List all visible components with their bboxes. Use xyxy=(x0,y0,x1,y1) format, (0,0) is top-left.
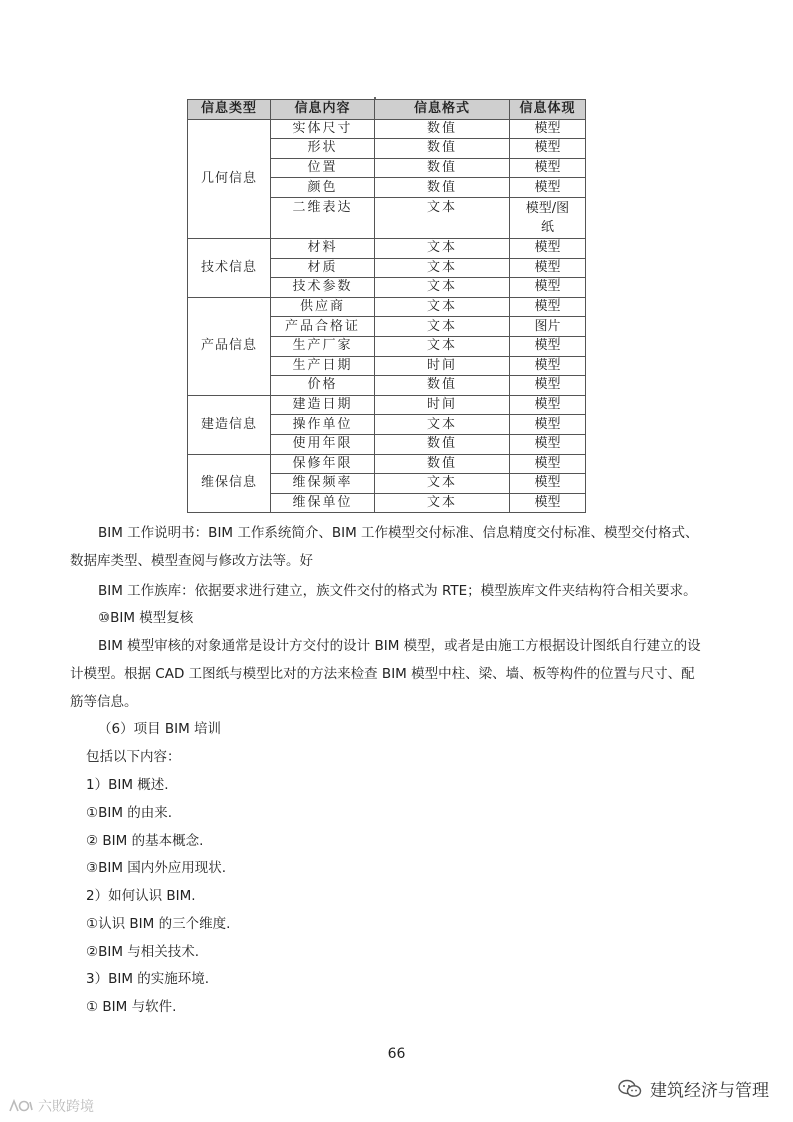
content-cell: 材质 xyxy=(271,258,375,278)
content-cell: 建造日期 xyxy=(271,395,375,415)
watermark-logo-icon xyxy=(8,1099,34,1113)
content-cell: 保修年限 xyxy=(271,454,375,474)
presentation-cell: 模型 xyxy=(510,336,586,356)
table-row xyxy=(188,297,586,317)
heading-bim-training: （6）项目 BIM 培训 xyxy=(98,721,222,737)
content-cell: 产品合格证 xyxy=(271,317,375,337)
wechat-icon xyxy=(618,1079,642,1099)
header-info-presentation: 信息体现 xyxy=(510,100,586,120)
content-cell: 使用年限 xyxy=(271,434,375,454)
group-cell: 产品信息 xyxy=(188,297,271,395)
content-cell: 材料 xyxy=(271,238,375,258)
presentation-cell: 模型 xyxy=(510,258,586,278)
format-cell: 文本 xyxy=(375,336,510,356)
format-cell: 时间 xyxy=(375,395,510,415)
table-row xyxy=(188,395,586,415)
paragraph-review-line3: 筋等信息。 xyxy=(70,694,138,710)
presentation-cell: 模型 xyxy=(510,297,586,317)
format-cell: 文本 xyxy=(375,297,510,317)
presentation-cell: 模型 xyxy=(510,454,586,474)
paragraph-bim-spec-line1: BIM 工作说明书：BIM 工作系统简介、BIM 工作模型交付标准、信息精度交付标准、模型交付格式、 xyxy=(98,525,699,541)
presentation-cell: 模型 xyxy=(510,395,586,415)
list-item: ① BIM 与软件. xyxy=(86,999,177,1015)
header-info-format: 信息格式 xyxy=(375,100,510,120)
list-item: ①BIM 的由来. xyxy=(86,805,173,821)
header-info-content: 信息内容 xyxy=(271,100,375,120)
group-cell: 维保信息 xyxy=(188,454,271,513)
presentation-cell: 模型 xyxy=(510,178,586,198)
presentation-cell: 模型 xyxy=(510,415,586,435)
content-cell: 操作单位 xyxy=(271,415,375,435)
table-row xyxy=(188,119,586,139)
paragraph-bim-spec-line2: 数据库类型、模型查阅与修改方法等。好 xyxy=(70,553,313,569)
content-cell: 生产日期 xyxy=(271,356,375,376)
content-cell: 位置 xyxy=(271,158,375,178)
format-cell: 文本 xyxy=(375,258,510,278)
format-cell: 数值 xyxy=(375,454,510,474)
format-cell: 数值 xyxy=(375,119,510,139)
wechat-account-badge xyxy=(618,1076,769,1101)
format-cell: 文本 xyxy=(375,238,510,258)
paragraph-includes: 包括以下内容： xyxy=(86,749,181,765)
format-cell: 数值 xyxy=(375,158,510,178)
presentation-cell: 模型 xyxy=(510,376,586,396)
heading-model-review: ⑩BIM 模型复核 xyxy=(98,610,194,626)
format-cell: 数值 xyxy=(375,178,510,198)
list-item: ②BIM 与相关技术. xyxy=(86,944,200,960)
list-item: 3）BIM 的实施环境. xyxy=(86,971,210,987)
format-cell: 数值 xyxy=(375,376,510,396)
presentation-cell: 模型 xyxy=(510,434,586,454)
presentation-cell: 模型 xyxy=(510,158,586,178)
paragraph-review-line1: BIM 模型审核的对象通常是设计方交付的设计 BIM 模型，或者是由施工方根据设计图纸自行建立的设 xyxy=(98,638,701,654)
content-cell: 形状 xyxy=(271,139,375,159)
format-cell: 时间 xyxy=(375,356,510,376)
header-info-type: 信息类型 xyxy=(188,100,271,120)
group-cell: 建造信息 xyxy=(188,395,271,454)
format-cell: 数值 xyxy=(375,434,510,454)
content-cell: 颜色 xyxy=(271,178,375,198)
group-cell: 几何信息 xyxy=(188,119,271,238)
presentation-cell: 模型 xyxy=(510,238,586,258)
presentation-cell: 模型 xyxy=(510,474,586,494)
format-cell: 数值 xyxy=(375,139,510,159)
watermark xyxy=(8,1096,94,1116)
table-header-row xyxy=(188,100,586,120)
paragraph-family-library: BIM 工作族库：依据要求进行建立，族文件交付的格式为 RTE；模型族库文件夹结构符合相关要求。 xyxy=(98,583,697,599)
format-cell: 文本 xyxy=(375,415,510,435)
format-cell: 文本 xyxy=(375,197,510,238)
content-cell: 价格 xyxy=(271,376,375,396)
content-cell: 生产厂家 xyxy=(271,336,375,356)
format-cell: 文本 xyxy=(375,474,510,494)
list-item: 2）如何认识 BIM. xyxy=(86,888,196,904)
presentation-cell: 模型/图纸 xyxy=(510,197,586,238)
presentation-cell: 模型 xyxy=(510,139,586,159)
content-cell: 维保频率 xyxy=(271,474,375,494)
format-cell: 文本 xyxy=(375,278,510,298)
presentation-cell: 模型 xyxy=(510,493,586,513)
content-cell: 供应商 xyxy=(271,297,375,317)
format-cell: 文本 xyxy=(375,317,510,337)
presentation-cell: 图片 xyxy=(510,317,586,337)
presentation-cell: 模型 xyxy=(510,278,586,298)
content-cell: 维保单位 xyxy=(271,493,375,513)
content-cell: 实体尺寸 xyxy=(271,119,375,139)
format-cell: 文本 xyxy=(375,493,510,513)
presentation-cell: 模型 xyxy=(510,356,586,376)
table-row xyxy=(188,238,586,258)
list-item: ①认识 BIM 的三个维度. xyxy=(86,916,231,932)
list-item: ② BIM 的基本概念. xyxy=(86,833,204,849)
content-cell: 二维表达 xyxy=(271,197,375,238)
watermark-text: 六敗跨境 xyxy=(38,1099,94,1115)
list-item: 1）BIM 概述. xyxy=(86,777,169,793)
info-table xyxy=(187,99,586,513)
table-row xyxy=(188,454,586,474)
group-cell: 技术信息 xyxy=(188,238,271,297)
paragraph-review-line2: 计模型。根据 CAD 工图纸与模型比对的方法来检查 BIM 模型中柱、梁、墙、板等构件的位置与尺寸、配 xyxy=(70,666,695,682)
page-number: 66 xyxy=(387,1046,406,1062)
list-item: ③BIM 国内外应用现状. xyxy=(86,860,227,876)
content-cell: 技术参数 xyxy=(271,278,375,298)
wechat-account-name: 建筑经济与管理 xyxy=(650,1081,769,1101)
presentation-cell: 模型 xyxy=(510,119,586,139)
